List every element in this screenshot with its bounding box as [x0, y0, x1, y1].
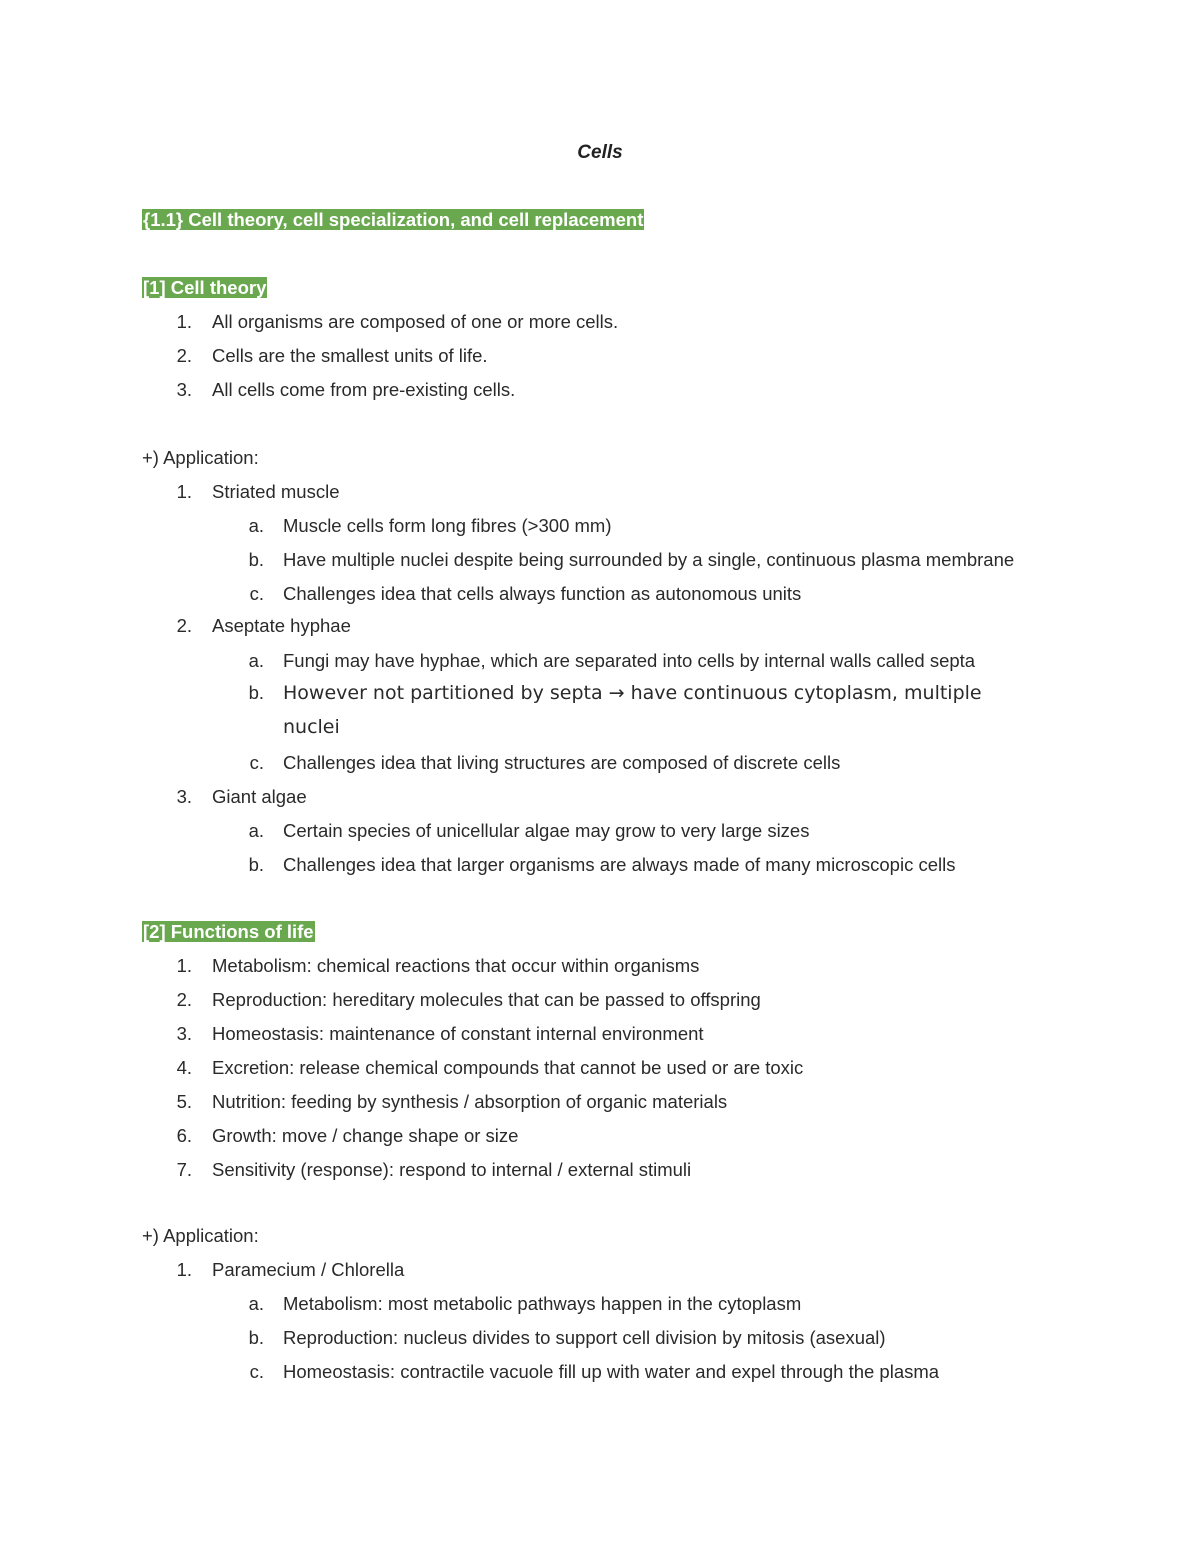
sub-list-text: Have multiple nuclei despite being surrounded by a single, continuous plasma membrane — [283, 549, 1015, 570]
list-text: Cells are the smallest units of life. — [212, 345, 488, 366]
functions-heading — [142, 915, 315, 949]
list-number: 1. — [176, 481, 192, 502]
sub-list-letter: c. — [249, 583, 264, 604]
list-text: Homeostasis: maintenance of constant internal environment — [212, 1023, 704, 1044]
sub-list-text: Challenges idea that cells always function as autonomous units — [283, 583, 802, 604]
list-number: 7. — [176, 1159, 192, 1180]
list-number: 3. — [176, 379, 192, 400]
list-text: Nutrition: feeding by synthesis / absorption of organic materials — [212, 1091, 728, 1112]
sub-list-letter: b. — [248, 549, 264, 570]
list-number: 2. — [176, 989, 192, 1010]
sub-list-text: Challenges idea that living structures are composed of discrete cells — [283, 752, 841, 773]
list-text: All cells come from pre-existing cells. — [212, 379, 516, 400]
list-text: Giant algae — [212, 786, 307, 807]
list-number: 4. — [176, 1057, 192, 1078]
section-heading — [142, 203, 644, 237]
sub-list-text: Challenges idea that larger organisms are always made of many microscopic cells — [283, 854, 956, 875]
application-label: +) Application: — [142, 447, 259, 468]
list-text: Growth: move / change shape or size — [212, 1125, 519, 1146]
sub-list-letter: b. — [248, 1327, 264, 1348]
list-text: All organisms are composed of one or more cells. — [212, 311, 619, 332]
sub-list-letter: b. — [248, 854, 264, 875]
application-label: +) Application: — [142, 1225, 259, 1246]
sub-list-letter: a. — [248, 650, 264, 671]
sub-list-text: nuclei — [283, 716, 340, 738]
cell-theory-heading-text: [1] Cell theory — [143, 277, 267, 298]
list-number: 3. — [176, 786, 192, 807]
list-text: Metabolism: chemical reactions that occur within organisms — [212, 955, 700, 976]
sub-list-text: However not partitioned by septa → have continuous cytoplasm, multiple — [283, 682, 982, 704]
cell-theory-heading — [142, 271, 267, 305]
list-number: 3. — [176, 1023, 192, 1044]
sub-list-text: Certain species of unicellular algae may grow to very large sizes — [283, 820, 810, 841]
sub-list-letter: c. — [249, 752, 264, 773]
list-number: 1. — [176, 1259, 192, 1280]
sub-list-letter: c. — [249, 1361, 264, 1382]
sub-list-text: Muscle cells form long fibres (>300 mm) — [283, 515, 612, 536]
sub-list-letter: a. — [248, 820, 264, 841]
list-number: 1. — [176, 311, 192, 332]
sub-list-letter: a. — [248, 515, 264, 536]
sub-list-letter: b. — [248, 682, 264, 703]
functions-heading-text: [2] Functions of life — [143, 921, 314, 942]
list-text: Aseptate hyphae — [212, 615, 351, 636]
list-text: Striated muscle — [212, 481, 340, 502]
list-number: 2. — [176, 345, 192, 366]
list-text: Sensitivity (response): respond to internal / external stimuli — [212, 1159, 692, 1180]
sub-list-text: Fungi may have hyphae, which are separated into cells by internal walls called septa — [283, 650, 976, 671]
list-text: Paramecium / Chlorella — [212, 1259, 405, 1280]
sub-list-text: Homeostasis: contractile vacuole fill up with water and expel through the plasma — [283, 1361, 940, 1382]
list-number: 1. — [176, 955, 192, 976]
sub-list-text: Reproduction: nucleus divides to support cell division by mitosis (asexual) — [283, 1327, 886, 1348]
section-heading-text: {1.1} Cell theory, cell specialization, and cell replacement — [143, 209, 644, 230]
sub-list-letter: a. — [248, 1293, 264, 1314]
list-number: 5. — [176, 1091, 192, 1112]
list-text: Excretion: release chemical compounds that cannot be used or are toxic — [212, 1057, 804, 1078]
document-title: Cells — [577, 142, 623, 163]
list-number: 2. — [176, 615, 192, 636]
list-number: 6. — [176, 1125, 192, 1146]
list-text: Reproduction: hereditary molecules that can be passed to offspring — [212, 989, 761, 1010]
sub-list-text: Metabolism: most metabolic pathways happen in the cytoplasm — [283, 1293, 802, 1314]
